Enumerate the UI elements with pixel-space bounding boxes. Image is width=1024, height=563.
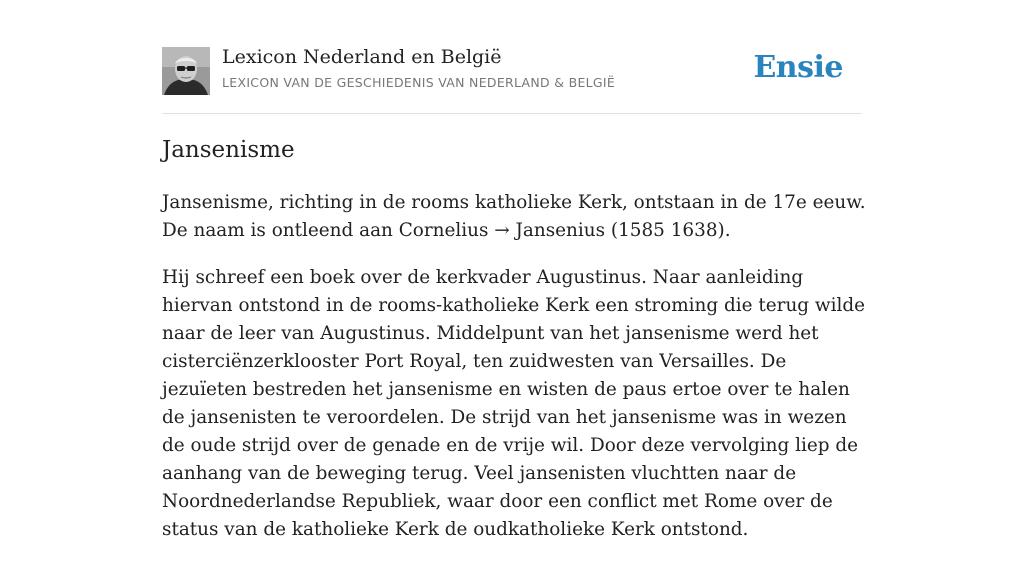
header [162,46,862,114]
article-paragraph: Jansenisme, richting in de rooms katholieke Kerk, ontstaan in de 17e eeuw. De naam is ontleend aan Cornelius → Jansenius (1585 1638). [162,192,866,241]
article-body [162,189,868,563]
author-portrait-icon[interactable] [162,47,210,95]
article-paragraph: Hij schreef een boek over de kerkvader Augustinus. Naar aanleiding hiervan ontstond in de rooms-katholieke Kerk een stroming die terug wilde naar de leer van Augustinus. Middelpunt van het jansenisme werd het cisterciënzerklooster Port Royal, ten zuidwesten van Versailles. De jezuïeten bestreden het jansenisme en wisten de paus ertoe over te halen de jansenisten te veroordelen. De strijd van het jansenisme was in wezen de oude strijd over de genade en de vrije wil. Door deze vervolging liep de aanhang van de beweging terug. Veel jansenisten vluchtten naar de Noordnederlandse Republiek, waar door een conflict met Rome over de status van de katholieke Kerk de oudkatholieke Kerk ontstond. [162,267,866,540]
entry-title: Jansenisme [162,137,295,163]
site-subtitle: LEXICON VAN DE GESCHIEDENIS VAN NEDERLAND & BELGIË [222,75,616,90]
brand-logo[interactable]: Ensie [753,50,843,85]
site-title[interactable]: Lexicon Nederland en België [222,46,502,68]
